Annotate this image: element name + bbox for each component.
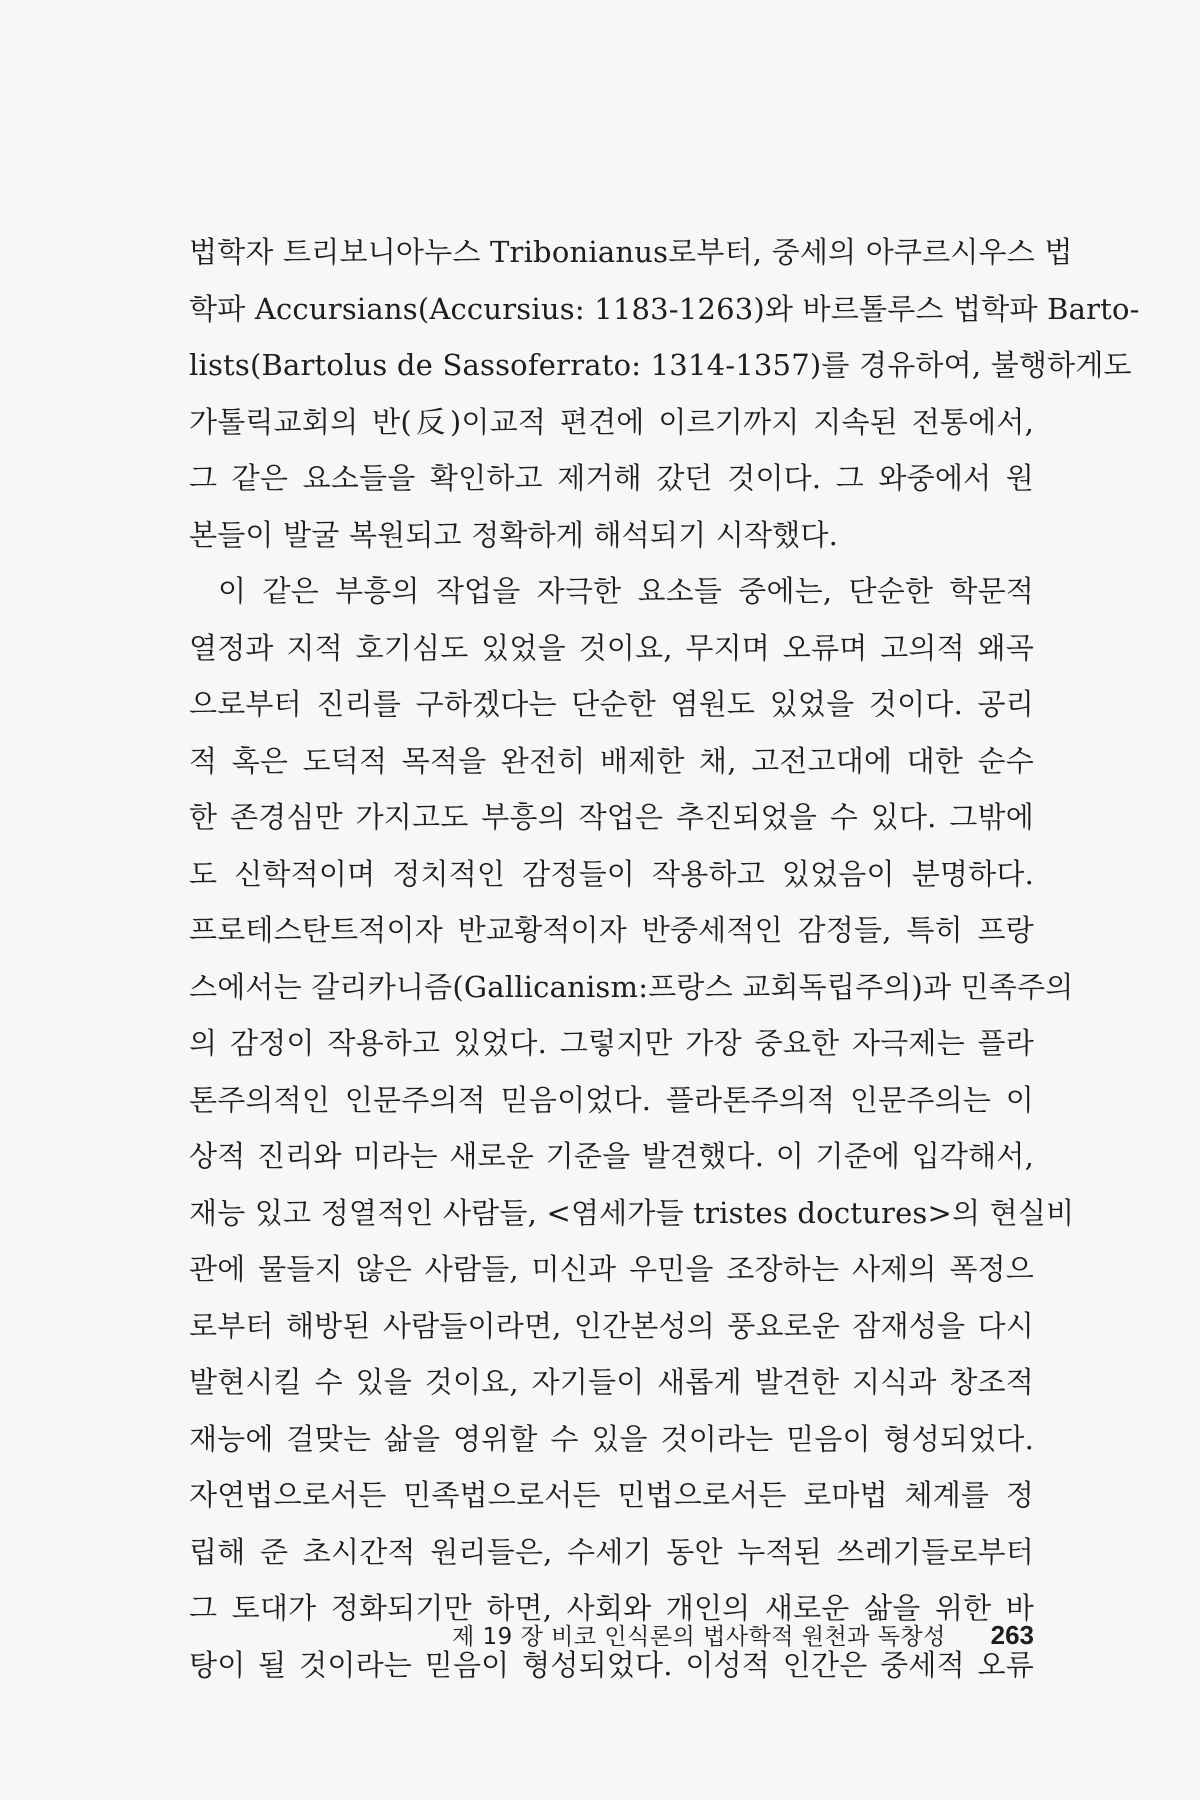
text-line: 한 존경심만 가지고도 부흥의 작업은 추진되었을 수 있다. 그밖에 bbox=[189, 800, 1034, 834]
page-number: 263 bbox=[990, 1620, 1034, 1650]
text-line: 이 같은 부흥의 작업을 자극한 요소들 중에는, 단순한 학문적 bbox=[218, 574, 1034, 608]
text-line: 탕이 될 것이라는 믿음이 형성되었다. 이성적 인간은 중세적 오류 bbox=[189, 1647, 1034, 1682]
text-line: 법학자 트리보니아누스 Tribonianus로부터, 중세의 아쿠르시우스 법 bbox=[189, 235, 1073, 269]
text-line: 으로부터 진리를 구하겠다는 단순한 염원도 있었을 것이다. 공리 bbox=[189, 687, 1034, 721]
text-line: 스에서는 갈리카니즘(Gallicanism:프랑스 교회독립주의)과 민족주의 bbox=[189, 969, 1074, 1004]
text-line: 자연법으로서든 민족법으로서든 민법으로서든 로마법 체계를 정 bbox=[189, 1478, 1034, 1512]
text-line: lists(Bartolus de Sassoferrato: 1314-1357)를 경유하여, 불행하게도 bbox=[189, 348, 1132, 382]
text-line: 상적 진리와 미라는 새로운 기준을 발견했다. 이 기준에 입각해서, bbox=[189, 1139, 1034, 1173]
running-title: 제 19 장 비코 인식론의 법사학적 원천과 독창성 bbox=[452, 1624, 946, 1650]
text-line: 로부터 해방된 사람들이라면, 인간본성의 풍요로운 잠재성을 다시 bbox=[189, 1308, 1034, 1343]
page-footer bbox=[452, 1618, 1034, 1651]
text-line: 그 같은 요소들을 확인하고 제거해 갔던 것이다. 그 와중에서 원 bbox=[189, 461, 1034, 495]
text-line: 관에 물들지 않은 사람들, 미신과 우민을 조장하는 사제의 폭정으 bbox=[189, 1252, 1034, 1286]
text-line: 본들이 발굴 복원되고 정확하게 해석되기 시작했다. bbox=[189, 517, 839, 552]
text-line: 프로테스탄트적이자 반교황적이자 반중세적인 감정들, 특히 프랑 bbox=[189, 913, 1034, 947]
text-line: 도 신학적이며 정치적인 감정들이 작용하고 있었음이 분명하다. bbox=[189, 856, 1034, 891]
text-line: 열정과 지적 호기심도 있었을 것이요, 무지며 오류며 고의적 왜곡 bbox=[189, 630, 1034, 665]
text-line: 발현시킬 수 있을 것이요, 자기들이 새롭게 발견한 지식과 창조적 bbox=[189, 1365, 1034, 1399]
text-line: 립해 준 초시간적 원리들은, 수세기 동안 누적된 쓰레기들로부터 bbox=[189, 1534, 1034, 1569]
text-line: 가톨릭교회의 반(反)이교적 편견에 이르기까지 지속된 전통에서, bbox=[189, 404, 1034, 439]
text-line: 의 감정이 작용하고 있었다. 그렇지만 가장 중요한 자극제는 플라 bbox=[189, 1026, 1034, 1060]
body-text bbox=[189, 224, 1140, 1693]
text-line: 톤주의적인 인문주의적 믿음이었다. 플라톤주의적 인문주의는 이 bbox=[189, 1082, 1034, 1117]
text-line: 재능 있고 정열적인 사람들, <염세가들 tristes doctures>의 현실비 bbox=[189, 1195, 1075, 1230]
text-line: 그 토대가 정화되기만 하면, 사회와 개인의 새로운 삶을 위한 바 bbox=[189, 1591, 1034, 1625]
text-line: 학파 Accursians(Accursius: 1183-1263)와 바르톨루스 법학파 Barto- bbox=[189, 291, 1140, 326]
text-line: 재능에 걸맞는 삶을 영위할 수 있을 것이라는 믿음이 형성되었다. bbox=[189, 1421, 1034, 1456]
text-line: 적 혹은 도덕적 목적을 완전히 배제한 채, 고전고대에 대한 순수 bbox=[189, 743, 1034, 778]
